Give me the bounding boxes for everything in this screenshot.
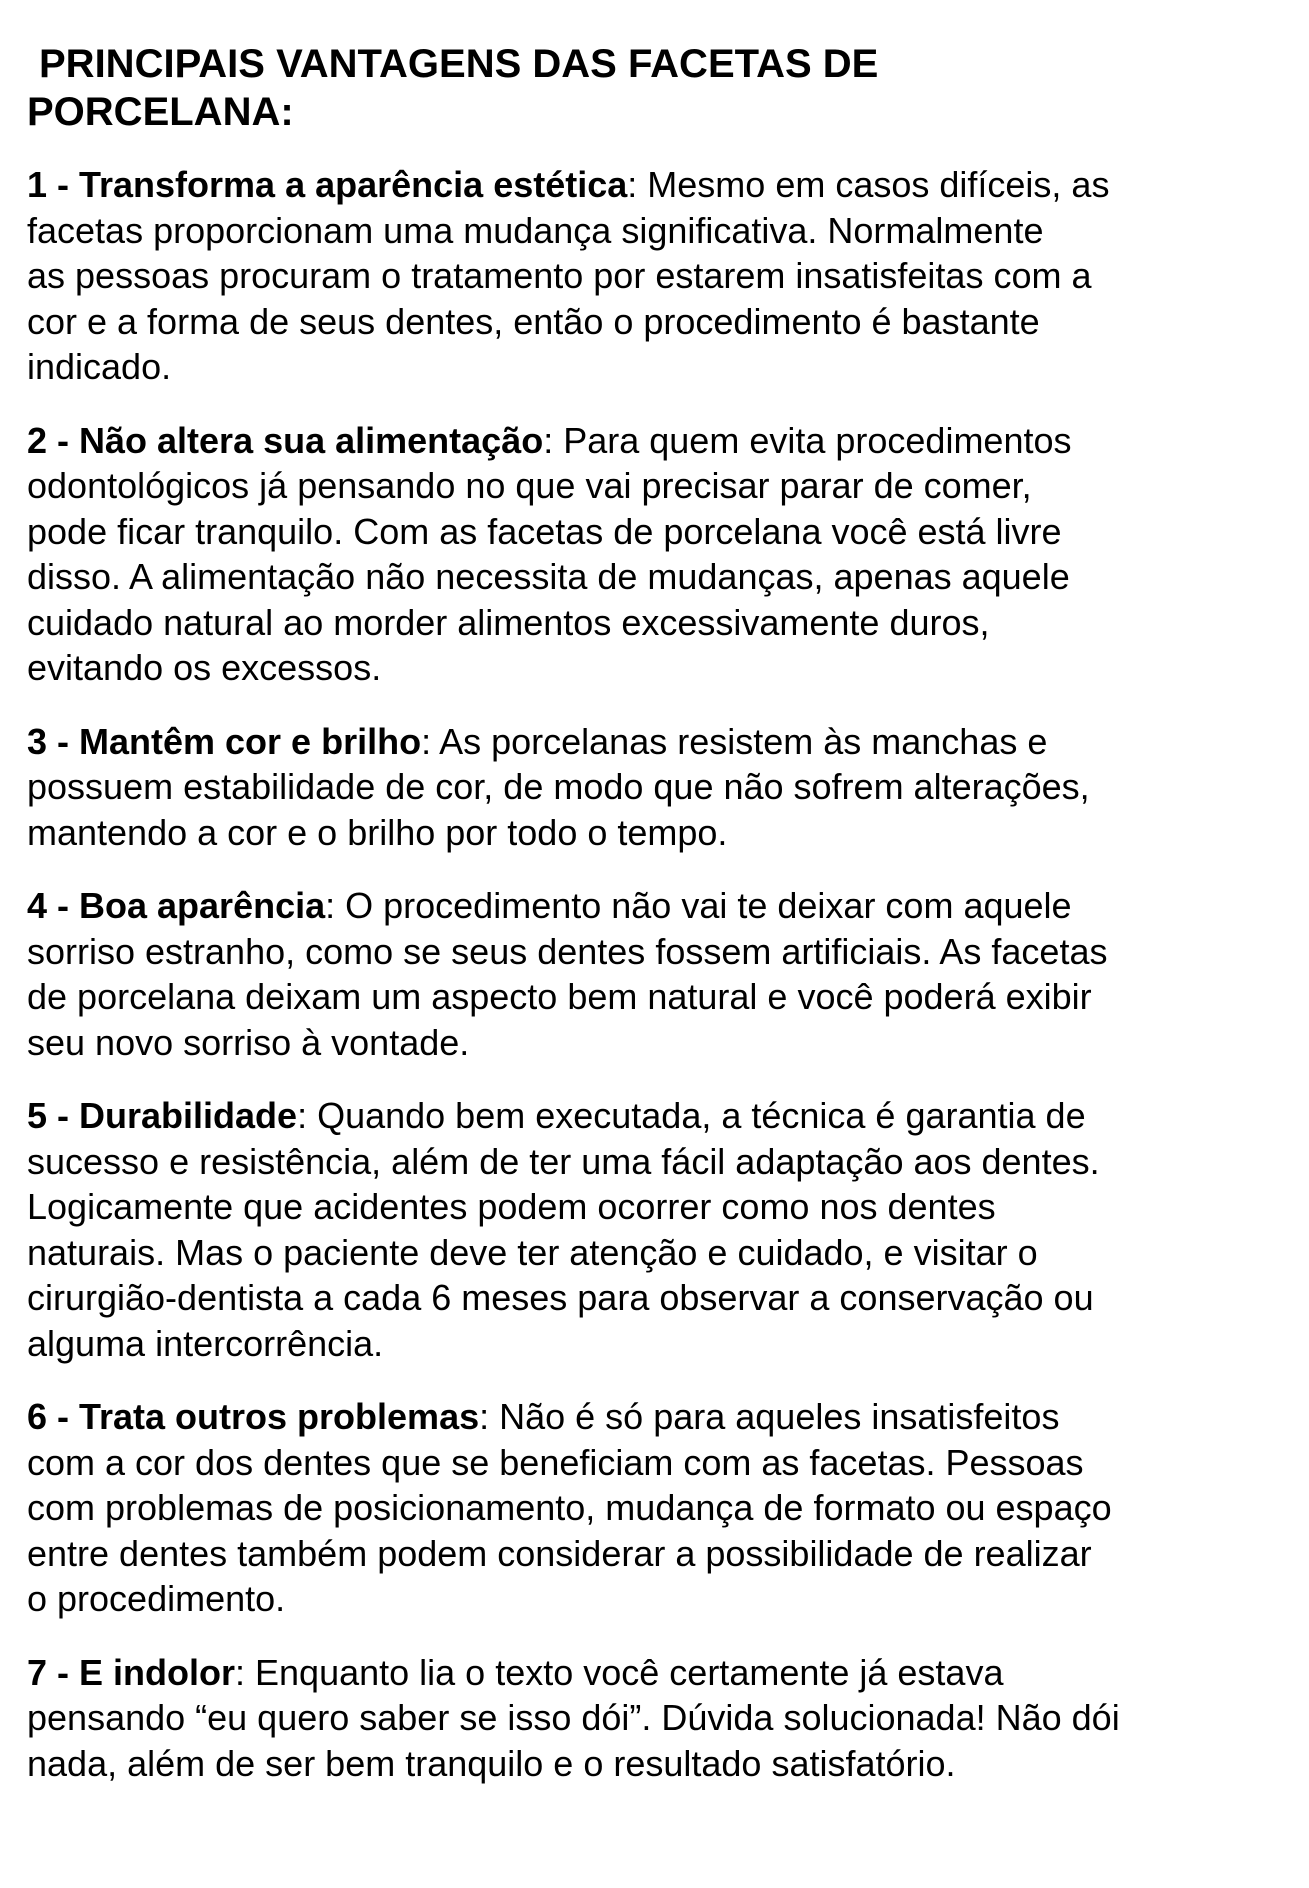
advantage-line: disso. A alimentação não necessita de mudanças, apenas aquele: [27, 556, 1070, 597]
advantage-line: o procedimento.: [27, 1578, 286, 1619]
advantage-text: : Enquanto lia o texto você certamente já estava: [235, 1651, 1004, 1693]
advantage-text: : Não é só para aqueles insatisfeitos: [479, 1396, 1060, 1437]
advantage-heading: 3 - Mantêm cor e brilho: [27, 720, 422, 762]
advantage-heading: 2 - Não altera sua alimentação: [27, 419, 544, 461]
advantage-line: [27, 1650, 1227, 1696]
advantage-line: naturais. Mas o paciente deve ter atenção e cuidado, e visitar o: [27, 1231, 1038, 1273]
advantage-line: [27, 1394, 1227, 1440]
advantage-line: pode ficar tranquilo. Com as facetas de porcelana você está livre: [27, 510, 1062, 552]
advantage-line: Logicamente que acidentes podem ocorrer como nos dentes: [27, 1186, 996, 1227]
advantage-item: [27, 883, 1227, 1065]
advantage-line: mantendo a cor e o brilho por todo o tempo.: [27, 811, 728, 853]
advantage-item: [27, 1093, 1227, 1366]
advantage-heading: 1 - Transforma a aparência estética: [27, 164, 628, 205]
advantage-line: de porcelana deixam um aspecto bem natural e você poderá exibir: [27, 976, 1092, 1017]
title-line-2: PORCELANA:: [27, 90, 294, 134]
advantage-text: : Mesmo em casos difíceis, as: [627, 164, 1110, 205]
advantage-line: [27, 418, 1227, 464]
advantage-text: : Quando bem executada, a técnica é garantia de: [297, 1095, 1086, 1136]
advantage-text: : As porcelanas resistem às manchas e: [421, 720, 1048, 762]
advantage-text: : Para quem evita procedimentos: [543, 419, 1072, 461]
advantage-heading: 4 - Boa aparência: [27, 885, 326, 926]
advantage-line: [27, 719, 1227, 765]
advantage-line: nada, além de ser bem tranquilo e o resultado satisfatório.: [27, 1742, 956, 1784]
title-line-1: PRINCIPAIS VANTAGENS DAS FACETAS DE: [39, 42, 879, 86]
advantage-line: com a cor dos dentes que se beneficiam com as facetas. Pessoas: [27, 1441, 1084, 1483]
advantage-text: : O procedimento não vai te deixar com aquele: [325, 885, 1072, 926]
advantage-line: facetas proporcionam uma mudança significativa. Normalmente: [27, 209, 1044, 251]
document-page: [27, 40, 1227, 1814]
document-title: [27, 40, 1227, 136]
advantage-item: [27, 719, 1227, 856]
advantage-line: alguma intercorrência.: [27, 1322, 384, 1364]
advantage-item: [27, 1394, 1227, 1622]
advantage-line: evitando os excessos.: [27, 647, 382, 688]
advantage-line: entre dentes também podem considerar a possibilidade de realizar: [27, 1532, 1092, 1574]
advantage-line: [27, 1093, 1227, 1139]
advantage-heading: 5 - Durabilidade: [27, 1095, 298, 1136]
advantage-line: possuem estabilidade de cor, de modo que não sofrem alterações,: [27, 766, 1090, 807]
advantage-line: seu novo sorriso à vontade.: [27, 1021, 470, 1063]
advantage-heading: 7 - E indolor: [27, 1651, 236, 1693]
advantage-line: cor e a forma de seus dentes, então o procedimento é bastante: [27, 300, 1040, 342]
advantage-item: [27, 162, 1227, 390]
advantage-item: [27, 1650, 1227, 1787]
advantage-line: cirurgião-dentista a cada 6 meses para observar a conservação ou: [27, 1277, 1094, 1318]
advantage-line: sucesso e resistência, além de ter uma fácil adaptação aos dentes.: [27, 1140, 1100, 1182]
advantages-list: [27, 162, 1227, 1786]
advantage-line: pensando “eu quero saber se isso dói”. Dúvida solucionada! Não dói: [27, 1697, 1120, 1738]
advantage-line: as pessoas procuram o tratamento por estarem insatisfeitas com a: [27, 255, 1092, 296]
advantage-line: com problemas de posicionamento, mudança de formato ou espaço: [27, 1487, 1112, 1528]
advantage-heading: 6 - Trata outros problemas: [27, 1396, 480, 1437]
advantage-line: cuidado natural ao morder alimentos excessivamente duros,: [27, 601, 990, 643]
advantage-line: [27, 883, 1227, 929]
advantage-line: odontológicos já pensando no que vai precisar parar de comer,: [27, 465, 1032, 506]
advantage-item: [27, 418, 1227, 691]
advantage-line: [27, 162, 1227, 208]
advantage-line: sorriso estranho, como se seus dentes fossem artificiais. As facetas: [27, 930, 1108, 972]
advantage-line: indicado.: [27, 346, 172, 387]
